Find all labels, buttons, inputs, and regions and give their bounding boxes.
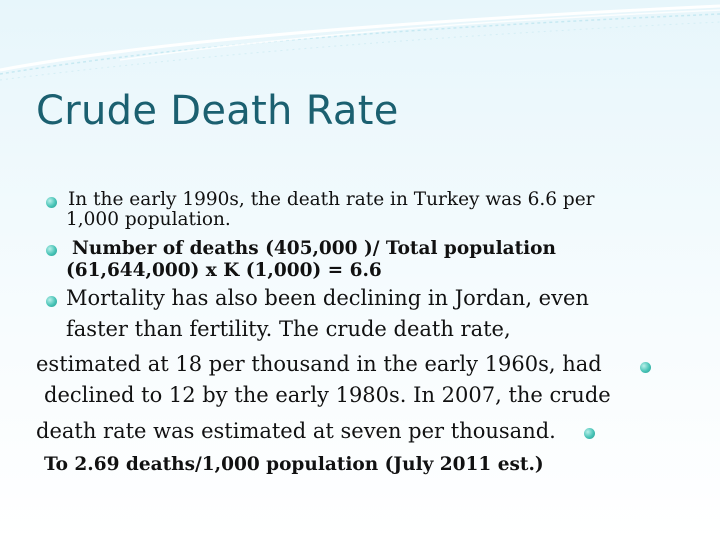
bullet-3-line-1: Mortality has also been declining in Jordan, even [66, 286, 589, 310]
bullet-4-line-1: To 2.69 deaths/1,000 population (July 2011 est.) [44, 454, 544, 475]
bullet-1-line-1: In the early 1990s, the death rate in Turkey was 6.6 per [68, 189, 595, 210]
header-swoosh-decoration [0, 0, 720, 90]
bullet-3-line-3: estimated at 18 per thousand in the early 1960s, had [36, 352, 602, 376]
slide-title: Crude Death Rate [36, 88, 399, 134]
bullet-2-line-1: Number of deaths (405,000 )/ Total population [72, 238, 556, 259]
bullet-icon [640, 362, 651, 373]
bullet-1-line-2: 1,000 population. [66, 209, 231, 230]
bullet-icon [584, 428, 595, 439]
bullet-icon [46, 296, 57, 307]
bullet-3-line-2: faster than fertility. The crude death rate, [66, 317, 511, 341]
bullet-2-line-2: (61,644,000) x K (1,000) = 6.6 [66, 260, 382, 281]
bullet-3-line-5: death rate was estimated at seven per thousand. [36, 419, 556, 443]
bullet-icon [46, 245, 57, 256]
bullet-icon [46, 197, 57, 208]
bullet-3-line-4: declined to 12 by the early 1980s. In 2007, the crude [44, 383, 611, 407]
